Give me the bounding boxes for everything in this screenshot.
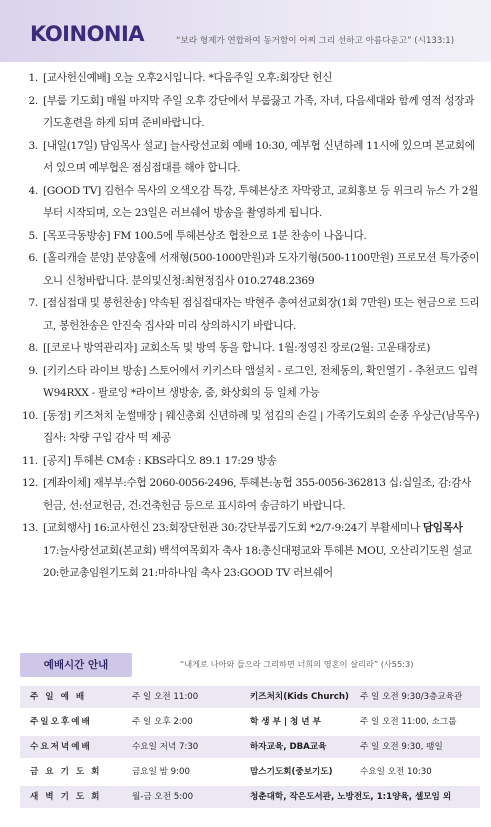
- department-name: 키즈처치(Kids Church): [250, 692, 349, 702]
- department-time: 주 일 오전 9:30/3층교육관: [360, 692, 463, 702]
- notice-list: [20, 67, 480, 585]
- notice-item: 6. [홀리캐슬 분양] 분양홀에 서재형(500-1000만원)과 도자기형(500-1100만원) 프로모션 특가중이오니 신청바랍니다. 분의및신청:최현정집사 010.2748.2369: [28, 252, 480, 287]
- schedule-row: [20, 711, 480, 733]
- service-name: 수요저녁예배: [30, 742, 92, 752]
- schedule-row: [20, 686, 480, 708]
- notice-item: 13. [교회행사] 16:교사헌신 23:회장단헌관 30:강단부룹기도회 *2/7-9:24기 부활세미나 담임목사 17:늘사랑선교회(본교회) 백석여목회자 축사 18:총신대평교와 투헤븐 MOU, 오산리기도원 설교 20:한교총임원기도회 21:마하나임 축사 23:GOOD TV 러브쉐어: [22, 522, 472, 579]
- department-name: 하자교육, DBA교육: [250, 742, 327, 752]
- notice-item: 10. [동정] 키즈처치 눈썰매장 | 웨신총회 신년하례 및 섬김의 손길 | 가족기도회의 순종 우상근(남목우)집사: 차량 구입 감사 떡 제공: [22, 409, 480, 444]
- service-name: 주 일 예 배: [30, 692, 87, 702]
- notice-item: 12. [계좌이체] 재부부:수협 2060-0056-2496, 투헤븐:농협 355-0056-362813 십:십일조, 감:감사헌금, 선:선교헌금, 건:건축헌금 등으로 표시하여 송금하기 바랍니다.: [22, 477, 472, 512]
- service-name: 새 벽 기 도 회: [30, 792, 102, 802]
- department-name: 학 생 부 | 청 년 부: [250, 717, 321, 727]
- department-name: 청춘대학, 작은도서관, 노방전도, 1:1양육, 셀모임 외: [250, 792, 452, 802]
- service-time: 월-금 오전 5:00: [132, 792, 194, 802]
- schedule-row: [20, 736, 480, 758]
- schedule-row: [20, 786, 480, 808]
- worship-verse: “내게로 나아와 들으라 그리하면 너희의 영혼이 살리라” (사55:3): [180, 659, 414, 669]
- department-time: 주 일 오전 11:00, 소그룹: [360, 717, 457, 727]
- notice-item: 2. [부룹 기도회] 매월 마지막 주일 오후 강단에서 부룹끓고 가족, 자녀, 다음세대와 함께 영적 성장과 기도훈련을 하게 되며 준비바랍니다.: [28, 94, 475, 129]
- koinonia-logo: KOINONIA: [30, 22, 145, 46]
- bulletin-header: [0, 0, 491, 62]
- department-name: 맘스기도회(중보기도): [250, 767, 333, 777]
- header-verse: “보라 형제가 연합하여 동거함이 어찌 그리 선하고 아름다운고” (시133:1): [176, 36, 455, 46]
- service-name: 주일오후예배: [30, 717, 92, 727]
- department-time: 수요일 오전 10:30: [360, 767, 432, 777]
- service-time: 주 일 오후 2:00: [132, 717, 193, 727]
- service-time: 주 일 오전 11:00: [132, 692, 199, 702]
- department-time: 주 일 오전 9:30, 팽일: [360, 742, 443, 752]
- service-name: 금 요 기 도 회: [30, 767, 102, 777]
- senior-pastor-label: 담임목사: [422, 522, 463, 534]
- notice-item: 7. [점심접대 및 봉헌찬송] 약속된 점심접대자는 박현주 총여선교회장(1회 7만원) 또는 현금으로 드리고, 봉헌찬송은 안진숙 집사와 미리 상의하시기 바랍니다.: [28, 297, 480, 332]
- notice-item: 8. [[코로나 방역관리자] 교회소독 및 방역 동을 합니다. 1월:정영진 장로(2월: 고운태장로): [28, 342, 431, 354]
- service-time: 수요일 저녁 7:30: [132, 742, 199, 752]
- notice-item: 9. [키키스타 라이브 방송] 스토어에서 키키스타 앱설치 - 로그인, 전체동의, 확인열기 - 추천코드 입력 W94RXX - 팔로잉 *라이브 생방송, 줌, 화상회의 등 일체 가능: [28, 364, 478, 399]
- notice-item: 4. [GOOD TV] 김헌수 목사의 오색오감 특강, 투헤븐상조 자막광고, 교회홍보 등 위크리 뉴스 가 2월부터 시작되며, 오는 23일은 러브쉐어 방송을 촬영하게 됩니다.: [28, 184, 479, 219]
- notice-item: 5. [목포극동방송] FM 100.5에 투헤븐상조 협찬으로 1분 찬송이 나옵니다.: [28, 229, 367, 242]
- worship-schedule-title: 예배시간 안내: [20, 653, 132, 677]
- notice-item: 11. [공지] 투헤븐 CM송 : KBS라디오 89.1 17:29 방송: [22, 454, 277, 467]
- schedule-row: [20, 761, 480, 783]
- worship-schedule-table: [20, 686, 480, 811]
- notice-item: 3. [내일(17일) 담임목사 설교] 늘사랑선교회 예배 10:30, 예부협 신년하례 11시에 있으며 본교회에서 있으며 예부협은 점심접대를 해야 합니다.: [28, 139, 475, 174]
- service-time: 금요일 밤 9:00: [132, 767, 190, 777]
- notice-item: 1. [교사헌신예배] 오늘 오후2시입니다. *다음주일 오후:회장단 헌신: [28, 72, 333, 84]
